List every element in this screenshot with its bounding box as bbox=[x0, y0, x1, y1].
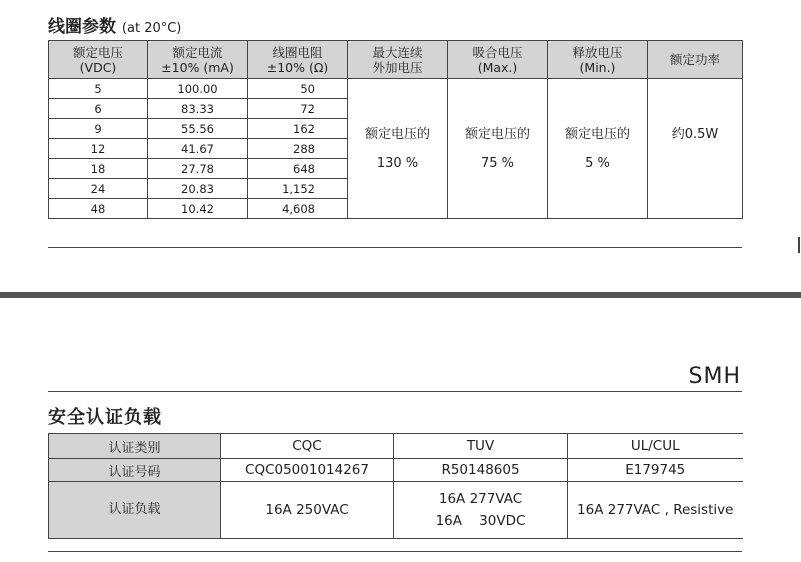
header-release-voltage: 释放电压 (Min.) bbox=[548, 41, 648, 79]
coil-section-rule bbox=[48, 247, 742, 248]
cert-number-tuv: R50148605 bbox=[394, 459, 568, 482]
header-rated-voltage: 额定电压 (VDC) bbox=[49, 41, 148, 79]
cell-resistance: 4,608 bbox=[248, 199, 348, 219]
cell-pick-up-voltage: 额定电压的 75 % bbox=[448, 79, 548, 219]
safety-certification-title: 安全认证负载 bbox=[48, 407, 162, 428]
model-code-rule bbox=[48, 391, 742, 392]
label-cert-number: 认证号码 bbox=[49, 459, 221, 482]
header-pick-up-voltage: 吸合电压 (Max.) bbox=[448, 41, 548, 79]
cell-current: 41.67 bbox=[148, 139, 248, 159]
cell-voltage: 24 bbox=[49, 179, 148, 199]
header-rated-current: 额定电流 ±10% (mA) bbox=[148, 41, 248, 79]
cell-release-voltage: 额定电压的 5 % bbox=[548, 79, 648, 219]
cell-resistance: 162 bbox=[248, 119, 348, 139]
cert-number-ul: E179745 bbox=[568, 459, 743, 482]
cert-type-tuv: TUV bbox=[394, 434, 568, 459]
edge-mark bbox=[798, 237, 800, 253]
cell-voltage: 6 bbox=[49, 99, 148, 119]
cell-voltage: 12 bbox=[49, 139, 148, 159]
header-max-continuous-voltage: 最大连续 外加电压 bbox=[348, 41, 448, 79]
cell-resistance: 50 bbox=[248, 79, 348, 99]
coil-title-condition: (at 20°C) bbox=[121, 21, 182, 36]
coil-parameters-title bbox=[48, 12, 181, 37]
cell-current: 100.00 bbox=[148, 79, 248, 99]
cert-load-cqc: 16A 250VAC bbox=[221, 482, 394, 539]
cell-current: 55.56 bbox=[148, 119, 248, 139]
table-row bbox=[49, 459, 743, 482]
page-section-divider bbox=[0, 292, 801, 298]
cert-type-ul: UL/CUL bbox=[568, 434, 743, 459]
coil-title-text: 线圈参数 bbox=[48, 17, 116, 37]
coil-parameters-table bbox=[48, 40, 743, 219]
cell-voltage: 9 bbox=[49, 119, 148, 139]
cell-current: 20.83 bbox=[148, 179, 248, 199]
bottom-rule bbox=[48, 551, 742, 552]
cell-current: 10.42 bbox=[148, 199, 248, 219]
safety-certification-table bbox=[48, 433, 743, 539]
cell-max-continuous-voltage: 额定电压的 130 % bbox=[348, 79, 448, 219]
cell-voltage: 5 bbox=[49, 79, 148, 99]
cert-load-tuv: 16A 277VAC 16A 30VDC bbox=[394, 482, 568, 539]
table-row bbox=[49, 79, 743, 99]
cell-voltage: 48 bbox=[49, 199, 148, 219]
cell-resistance: 648 bbox=[248, 159, 348, 179]
cell-current: 83.33 bbox=[148, 99, 248, 119]
model-code: SMH bbox=[688, 364, 741, 389]
cert-type-cqc: CQC bbox=[221, 434, 394, 459]
table-row bbox=[49, 482, 743, 539]
cell-current: 27.78 bbox=[148, 159, 248, 179]
header-coil-resistance: 线圈电阻 ±10% (Ω) bbox=[248, 41, 348, 79]
cell-resistance: 1,152 bbox=[248, 179, 348, 199]
label-cert-type: 认证类别 bbox=[49, 434, 221, 459]
cert-load-ul: 16A 277VAC , Resistive bbox=[568, 482, 743, 539]
cert-number-cqc: CQC05001014267 bbox=[221, 459, 394, 482]
header-rated-power: 额定功率 bbox=[648, 41, 743, 79]
table-row bbox=[49, 434, 743, 459]
cell-rated-power: 约0.5W bbox=[648, 79, 743, 219]
label-cert-load: 认证负载 bbox=[49, 482, 221, 539]
coil-header-row bbox=[49, 41, 743, 79]
cell-resistance: 72 bbox=[248, 99, 348, 119]
cell-resistance: 288 bbox=[248, 139, 348, 159]
cell-voltage: 18 bbox=[49, 159, 148, 179]
